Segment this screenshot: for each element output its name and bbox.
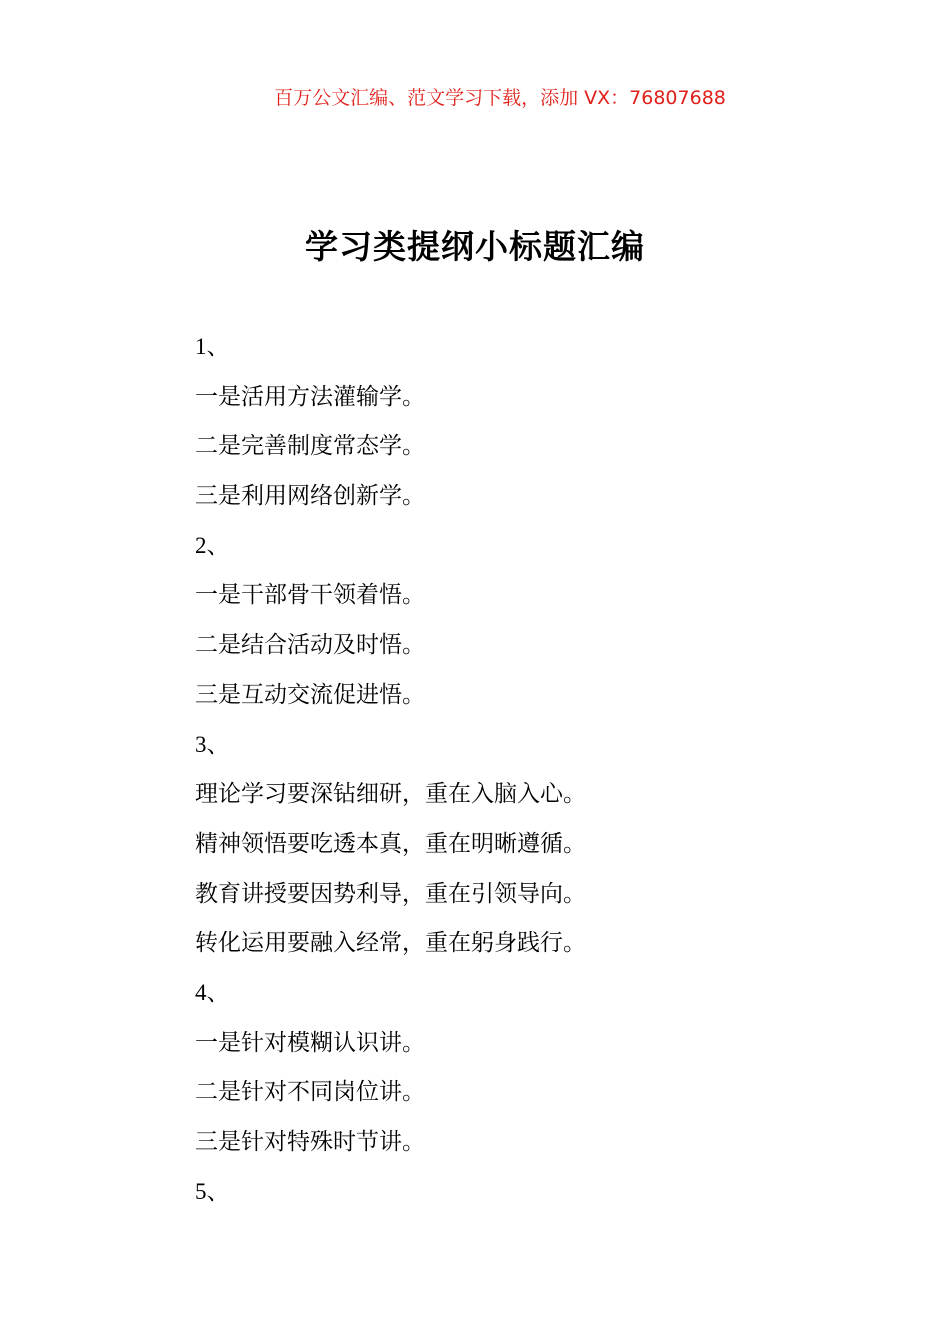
section-line: 理论学习要深钻细研，重在入脑入心。 [195, 781, 586, 808]
document-body [195, 326, 895, 1220]
section-line: 二是结合活动及时悟。 [195, 632, 425, 659]
section-line: 三是针对特殊时节讲。 [195, 1129, 425, 1155]
section-line: 一是干部骨干领着悟。 [195, 582, 425, 609]
document-title: 学习类提纲小标题汇编 [305, 227, 645, 266]
section-line: 三是互动交流促进悟。 [195, 681, 425, 708]
section-number: 1、 [195, 334, 230, 359]
section-number: 2、 [195, 532, 230, 558]
section-line: 三是利用网络创新学。 [195, 483, 425, 510]
section-line: 二是完善制度常态学。 [195, 433, 425, 460]
section-line: 精神领悟要吃透本真，重在明晰遵循。 [195, 830, 586, 857]
header-note: 百万公文汇编、范文学习下载，添加 VX：76807688 [274, 87, 726, 109]
section-number: 4、 [195, 979, 230, 1005]
section-number: 5、 [195, 1178, 230, 1204]
section-line: 一是活用方法灌输学。 [195, 383, 425, 410]
section-line: 二是针对不同岗位讲。 [195, 1079, 425, 1106]
section-line: 教育讲授要因势利导，重在引领导向。 [195, 880, 586, 907]
section-line: 一是针对模糊认识讲。 [195, 1029, 425, 1056]
section-line: 转化运用要融入经常，重在躬身践行。 [195, 930, 586, 957]
section-number: 3、 [195, 731, 230, 757]
